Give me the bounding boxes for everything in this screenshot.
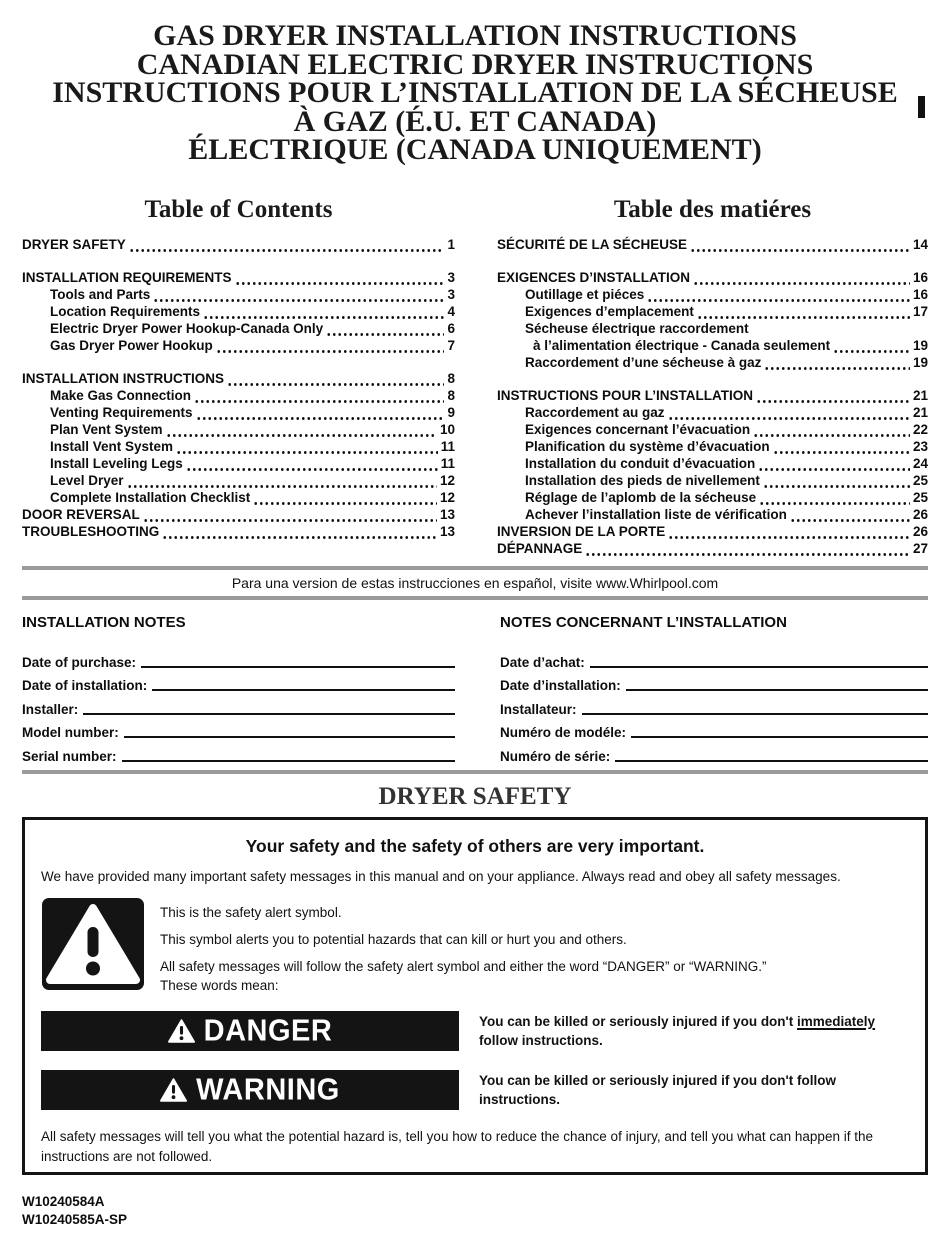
toc-entry: [22, 421, 455, 438]
toc-entry: [22, 370, 455, 387]
dot-leader: [668, 408, 910, 421]
danger-text-post: follow instructions.: [479, 1033, 603, 1048]
dot-leader: [253, 493, 437, 506]
note-field-row: [22, 670, 455, 694]
dot-leader: [753, 425, 910, 438]
toc-entry-label: Level Dryer: [50, 473, 124, 488]
toc-entry-label: DÉPANNAGE: [497, 541, 583, 556]
note-field-row: [500, 717, 928, 741]
fill-in-line: [141, 654, 455, 668]
divider-rule: [22, 566, 928, 570]
toc-entry: [22, 489, 455, 506]
danger-text-underlined: immediately: [797, 1014, 876, 1029]
toc-french: [497, 196, 928, 557]
toc-entry: [497, 506, 928, 523]
safety-outro-text: All safety messages will tell you what the potential hazard is, tell you how to reduce the chance of injury, and tell you what can happen if the instructions are not followed.: [41, 1129, 873, 1164]
fill-in-line: [626, 677, 928, 691]
document-title: [0, 19, 950, 166]
toc-entry-page: 16: [912, 287, 928, 302]
toc-french-list: [497, 236, 928, 557]
toc-entry: [497, 404, 928, 421]
note-field-label: Model number:: [22, 725, 119, 740]
dot-leader: [790, 510, 910, 523]
toc-entry: [497, 523, 928, 540]
document-code: W10240584A: [22, 1194, 105, 1209]
toc-english-list: [22, 236, 455, 540]
safety-alert-explanation: [160, 897, 766, 996]
dot-leader: [833, 341, 910, 354]
toc-entry-page: 19: [912, 338, 928, 353]
dot-leader: [176, 442, 438, 455]
dot-leader: [235, 273, 445, 286]
toc-entry-page: 13: [439, 507, 455, 522]
toc-entry-label: Outillage et piéces: [525, 287, 645, 302]
toc-entry-page: 11: [440, 439, 455, 454]
toc-entry-label: à l’alimentation électrique - Canada seulement: [533, 338, 831, 353]
toc-entry-label: Raccordement au gaz: [525, 405, 665, 420]
safety-intro-text: We have provided many important safety messages in this manual and on your appliance. Always read and obey all safety messages.: [41, 869, 841, 884]
toc-entry: [497, 455, 928, 472]
dot-leader: [693, 273, 910, 286]
toc-entry: [497, 337, 928, 354]
toc-entry-page: 16: [912, 270, 928, 285]
toc-entry-page: 25: [912, 473, 928, 488]
toc-entry-page: 8: [447, 388, 455, 403]
toc-entry: [22, 236, 455, 253]
toc-entry-label: Réglage de l’aplomb de la sécheuse: [525, 490, 757, 505]
note-field-row: [500, 693, 928, 717]
toc-entry-label: Venting Requirements: [50, 405, 193, 420]
note-field-row: [22, 693, 455, 717]
danger-signal-box: [41, 1011, 459, 1051]
toc-entry-label: Gas Dryer Power Hookup: [50, 338, 213, 353]
toc-entry-label: TROUBLESHOOTING: [22, 524, 160, 539]
fill-in-line: [582, 701, 928, 715]
toc-entry: [497, 303, 928, 320]
toc-entry-page: 25: [912, 490, 928, 505]
installation-notes-fields: [22, 646, 455, 764]
note-field-label: Date d’achat:: [500, 654, 585, 670]
warning-description: You can be killed or seriously injured if you don't follow instructions.: [479, 1073, 836, 1107]
toc-entry-page: 23: [912, 439, 928, 454]
toc-entry: [497, 354, 928, 371]
note-field-row: [22, 740, 455, 764]
dot-leader: [143, 510, 437, 523]
document-title-line: CANADIAN ELECTRIC DRYER INSTRUCTIONS: [136, 47, 814, 81]
document-title-line: ÉLECTRIQUE (CANADA UNIQUEMENT): [188, 133, 762, 166]
note-field-row: [22, 646, 455, 670]
dot-leader: [127, 476, 437, 489]
fill-in-line: [590, 654, 928, 668]
toc-entry-label: Planification du système d’évacuation: [525, 439, 770, 454]
dot-leader: [129, 240, 445, 253]
note-field-label: Numéro de modéle:: [500, 725, 627, 740]
dot-leader: [668, 527, 910, 540]
toc-entry: [22, 506, 455, 523]
document-title-line: À GAZ (É.U. ET CANADA): [293, 104, 657, 138]
toc-entry: [497, 320, 928, 337]
warning-triangle-icon: [168, 1019, 195, 1043]
danger-description: [459, 1011, 909, 1050]
toc-entry-label: Tools and Parts: [50, 287, 151, 302]
fill-in-line: [124, 724, 455, 738]
toc-french-heading: Table des matiéres: [613, 196, 812, 223]
divider-rule: [22, 596, 928, 600]
dot-leader: [153, 290, 444, 303]
note-field-label: Serial number:: [22, 748, 117, 764]
toc-entry-page: 13: [439, 524, 455, 539]
toc-entry: [22, 472, 455, 489]
note-field-label: Numéro de série:: [500, 748, 611, 764]
installation-notes-heading: NOTES CONCERNANT L’INSTALLATION: [500, 614, 787, 631]
toc-entry-page: 3: [447, 270, 455, 285]
dot-leader: [759, 493, 910, 506]
note-field-row: [500, 670, 928, 694]
toc-entry-label: Location Requirements: [50, 304, 201, 319]
safety-alert-line: This is the safety alert symbol.: [160, 905, 342, 920]
toc-entry-page: 17: [912, 304, 928, 319]
dot-leader: [162, 527, 437, 540]
toc-entry-label: Plan Vent System: [50, 422, 163, 437]
toc-entry-page: 4: [447, 304, 455, 319]
document-title-line: INSTRUCTIONS POUR L’INSTALLATION DE LA SÉCHEUSE: [52, 76, 898, 109]
installation-notes-french: [500, 614, 928, 764]
dot-leader: [756, 391, 910, 404]
safety-importance-title: Your safety and the safety of others are very important.: [245, 836, 705, 856]
note-field-row: [500, 646, 928, 670]
dot-leader: [203, 307, 444, 320]
document-codes: [22, 1193, 127, 1229]
note-field-label: Installer:: [22, 701, 79, 717]
toc-entry: [497, 472, 928, 489]
toc-entry: [497, 387, 928, 404]
fill-in-line: [122, 748, 455, 762]
divider-rule: [22, 770, 928, 774]
toc-entry-label: DRYER SAFETY: [22, 237, 126, 252]
installation-notes-english: [22, 614, 455, 764]
dot-leader: [647, 290, 910, 303]
toc-entry-label: Installation du conduit d’évacuation: [525, 456, 756, 471]
toc-entry: [22, 303, 455, 320]
dot-leader: [758, 459, 910, 472]
toc-entry-label: Install Leveling Legs: [50, 456, 183, 471]
scan-artifact-mark: [918, 96, 925, 118]
toc-entry-label: EXIGENCES D’INSTALLATION: [497, 270, 691, 285]
toc-entry: [497, 269, 928, 286]
note-field-label: Installateur:: [500, 701, 577, 717]
toc-entry: [497, 421, 928, 438]
toc-entry-page: 1: [447, 237, 455, 252]
fill-in-line: [152, 677, 455, 691]
dot-leader: [326, 324, 444, 337]
toc-entry: [497, 489, 928, 506]
toc-entry-page: 26: [912, 507, 928, 522]
note-field-label: Date of purchase:: [22, 654, 137, 670]
dot-leader: [194, 391, 444, 404]
danger-text-pre: You can be killed or seriously injured if you don't: [479, 1014, 798, 1029]
toc-entry-page: 7: [447, 338, 455, 353]
toc-entry-page: 6: [447, 321, 455, 336]
toc-entry-label: Installation des pieds de nivellement: [525, 473, 760, 488]
toc-entry-page: 21: [912, 405, 928, 420]
fill-in-line: [615, 748, 928, 762]
note-field-row: [500, 740, 928, 764]
toc-entry: [22, 523, 455, 540]
toc-entry-page: 11: [440, 456, 455, 471]
toc-entry: [497, 286, 928, 303]
toc-entry: [22, 455, 455, 472]
toc-entry: [497, 438, 928, 455]
toc-entry: [22, 286, 455, 303]
toc-entry-page: 3: [447, 287, 455, 302]
spanish-version-note: Para una version de estas instrucciones en español, visite www.Whirlpool.com: [231, 575, 719, 591]
toc-entry-label: Achever l’installation liste de vérification: [525, 507, 787, 522]
toc-entry-label: Install Vent System: [50, 439, 174, 454]
toc-entry-label: Make Gas Connection: [50, 388, 192, 403]
toc-english: [22, 196, 455, 540]
warning-row: [41, 1070, 909, 1110]
safety-alert-line: These words mean:: [160, 978, 279, 993]
toc-entry-page: 8: [447, 371, 455, 386]
toc-entry-page: 21: [912, 388, 928, 403]
safety-statements-box: [22, 817, 928, 1175]
toc-entry-page: 19: [912, 355, 928, 370]
document-title-line: GAS DRYER INSTALLATION INSTRUCTIONS: [153, 19, 797, 52]
toc-english-heading: Table of Contents: [144, 196, 333, 223]
toc-entry-page: 12: [439, 473, 455, 488]
dot-leader: [216, 341, 445, 354]
dot-leader: [227, 374, 444, 387]
warning-triangle-icon: [160, 1078, 187, 1102]
toc-entry: [497, 236, 928, 253]
dryer-safety-heading: DRYER SAFETY: [378, 783, 572, 810]
toc-entry-page: 14: [912, 237, 928, 252]
fill-in-line: [83, 701, 455, 715]
safety-alert-row: [41, 897, 909, 996]
dot-leader: [166, 425, 437, 438]
toc-entry-label: SÉCURITÉ DE LA SÉCHEUSE: [497, 237, 688, 252]
note-field-label: Date d’installation:: [500, 678, 621, 693]
toc-entry-page: 22: [912, 422, 928, 437]
installation-notes-fields: [500, 646, 928, 764]
danger-row: [41, 1011, 909, 1051]
toc-entry: [22, 387, 455, 404]
dot-leader: [186, 459, 438, 472]
dot-leader: [690, 240, 910, 253]
safety-alert-line: This symbol alerts you to potential hazards that can kill or hurt you and others.: [160, 932, 627, 947]
toc-entry-label: Sécheuse électrique raccordement: [525, 321, 749, 336]
installation-notes-heading: INSTALLATION NOTES: [22, 614, 186, 631]
toc-entry-page: 10: [439, 422, 455, 437]
dot-leader: [763, 476, 910, 489]
toc-entry: [22, 438, 455, 455]
dot-leader: [697, 307, 910, 320]
dot-leader: [196, 408, 445, 421]
toc-entry: [22, 404, 455, 421]
toc-entry-page: 26: [912, 524, 928, 539]
document-code: W10240585A-SP: [22, 1212, 128, 1227]
dot-leader: [764, 358, 910, 371]
note-field-label: Date of installation:: [22, 678, 148, 693]
warning-label: WARNING: [196, 1072, 340, 1107]
toc-entry-page: 12: [439, 490, 455, 505]
dot-leader: [773, 442, 910, 455]
toc-entry-label: DOOR REVERSAL: [22, 507, 140, 522]
warning-signal-box: [41, 1070, 459, 1110]
dot-leader: [585, 544, 910, 557]
note-field-row: [22, 717, 455, 741]
toc-entry-label: INSTALLATION INSTRUCTIONS: [22, 371, 224, 386]
toc-entry-label: Complete Installation Checklist: [50, 490, 251, 505]
toc-entry: [497, 540, 928, 557]
safety-alert-line: All safety messages will follow the safety alert symbol and either the word “DANGER” or “WARNING.”: [160, 959, 767, 974]
toc-entry: [22, 320, 455, 337]
safety-alert-symbol-icon: [41, 897, 145, 996]
toc-entry: [22, 269, 455, 286]
toc-entry-label: Exigences concernant l’évacuation: [525, 422, 751, 437]
toc-entry-label: INVERSION DE LA PORTE: [497, 524, 666, 539]
toc-entry-page: 24: [912, 456, 928, 471]
toc-entry-label: INSTALLATION REQUIREMENTS: [22, 270, 232, 285]
toc-entry: [22, 337, 455, 354]
toc-entry-label: Electric Dryer Power Hookup-Canada Only: [50, 321, 324, 336]
toc-entry-label: INSTRUCTIONS POUR L’INSTALLATION: [497, 388, 753, 403]
danger-label: DANGER: [203, 1013, 333, 1048]
toc-entry-label: Exigences d’emplacement: [525, 304, 694, 319]
toc-entry-page: 27: [912, 541, 928, 556]
toc-entry-page: 9: [447, 405, 455, 420]
toc-entry-label: Raccordement d’une sécheuse à gaz: [525, 355, 762, 370]
fill-in-line: [631, 724, 928, 738]
